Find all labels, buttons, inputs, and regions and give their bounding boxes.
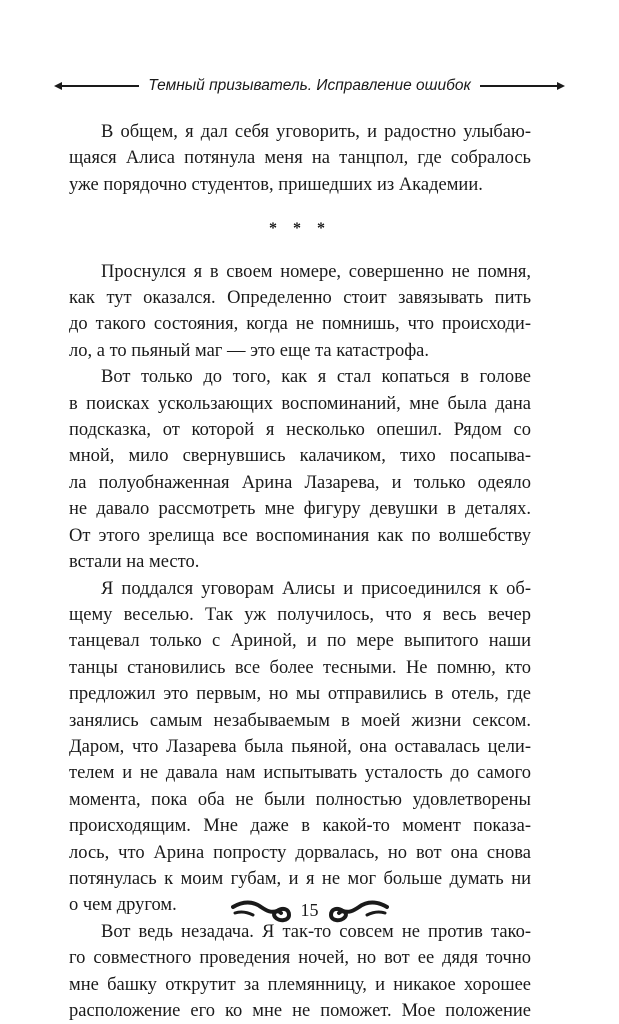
text-line: расположение его ко мне не поможет. Мое положение bbox=[69, 1001, 531, 1021]
left-ornament-icon bbox=[231, 897, 293, 923]
text-line: в поисках ускользающих воспоминаний, мне была дана bbox=[69, 393, 531, 414]
text-line: потянулась к моим губам, и я не мог больше думать ни bbox=[69, 868, 531, 889]
text-line: мной, мило свернувшись калачиком, тихо посапыва- bbox=[69, 446, 531, 467]
text-line: как тут оказался. Определенно стоит завязывать пить bbox=[69, 288, 531, 309]
header-rule-left bbox=[60, 85, 139, 87]
paragraph-4 bbox=[69, 576, 531, 919]
text-line: происходящим. Мне даже в какой-то момент показа- bbox=[69, 816, 531, 837]
page-number: 15 bbox=[300, 899, 319, 920]
running-header bbox=[60, 75, 559, 97]
text-line: танцевал только с Ариной, и по мере выпитого наши bbox=[69, 631, 531, 652]
text-line: ла полуобнаженная Арина Лазарева, и только одеяло bbox=[69, 472, 531, 493]
page-body bbox=[69, 119, 531, 1024]
text-line: мне башку открутит за племянницу, и никакое хорошее bbox=[69, 974, 531, 995]
text-line: Даром, что Лазарева была пьяной, она оставалась цели- bbox=[69, 736, 531, 757]
paragraph-1 bbox=[69, 119, 531, 198]
paragraph-3 bbox=[69, 364, 531, 575]
text-line: о чем другом. bbox=[69, 895, 177, 916]
text-line: не давало рассмотреть мне фигуру девушки в деталях. bbox=[69, 499, 531, 520]
text-line: встали на место. bbox=[69, 552, 200, 573]
page-footer bbox=[0, 890, 619, 930]
text-line: щему веселью. Так уж получилось, что я весь вечер bbox=[69, 604, 531, 625]
section-separator: * * * bbox=[269, 220, 331, 238]
text-line: щаяся Алиса потянула меня на танцпол, где собралось bbox=[69, 148, 531, 169]
text-line: подсказка, от которой я несколько опешил. Рядом со bbox=[69, 420, 531, 441]
text-line: занялись самым незабываемым в моей жизни сексом. bbox=[69, 710, 531, 731]
text-line: ло, а то пьяный маг — это еще та катастрофа. bbox=[69, 340, 430, 361]
running-header-title: Темный призыватель. Исправление ошибок bbox=[148, 77, 471, 94]
text-line: В общем, я дал себя уговорить, и радостно улыбаю- bbox=[101, 122, 531, 142]
text-line: до такого состояния, когда не помнишь, что происходи- bbox=[69, 314, 531, 335]
text-line: уже порядочно студентов, пришедших из Академии. bbox=[69, 174, 483, 195]
text-line: От этого зрелища все воспоминания как по волшебству bbox=[69, 525, 531, 546]
text-line: Проснулся я в своем номере, совершенно не помня, bbox=[101, 261, 531, 282]
text-line: предложил это первым, но мы отправились в отель, где bbox=[69, 684, 531, 705]
text-line: телем и не давала нам испытывать усталость до самого bbox=[69, 763, 531, 784]
header-rule-right bbox=[480, 85, 559, 87]
paragraph-5 bbox=[69, 919, 531, 1024]
text-line: Вот только до того, как я стал копаться в голове bbox=[101, 367, 531, 388]
text-line: лось, что Арина попросту дорвалась, но вот она снова bbox=[69, 842, 531, 863]
text-line: Вот ведь незадача. Я так-то совсем не против тако- bbox=[101, 921, 531, 942]
text-line: танцы становились все более тесными. Не помню, кто bbox=[69, 657, 531, 678]
text-line: го совместного проведения ночей, но вот ее дядя точно bbox=[69, 948, 531, 969]
text-line: момента, пока оба не были полностью удовлетворены bbox=[69, 789, 531, 810]
text-line: Я поддался уговорам Алисы и присоединился к об- bbox=[101, 578, 531, 599]
right-ornament-icon bbox=[327, 897, 389, 923]
paragraph-2 bbox=[69, 259, 531, 365]
